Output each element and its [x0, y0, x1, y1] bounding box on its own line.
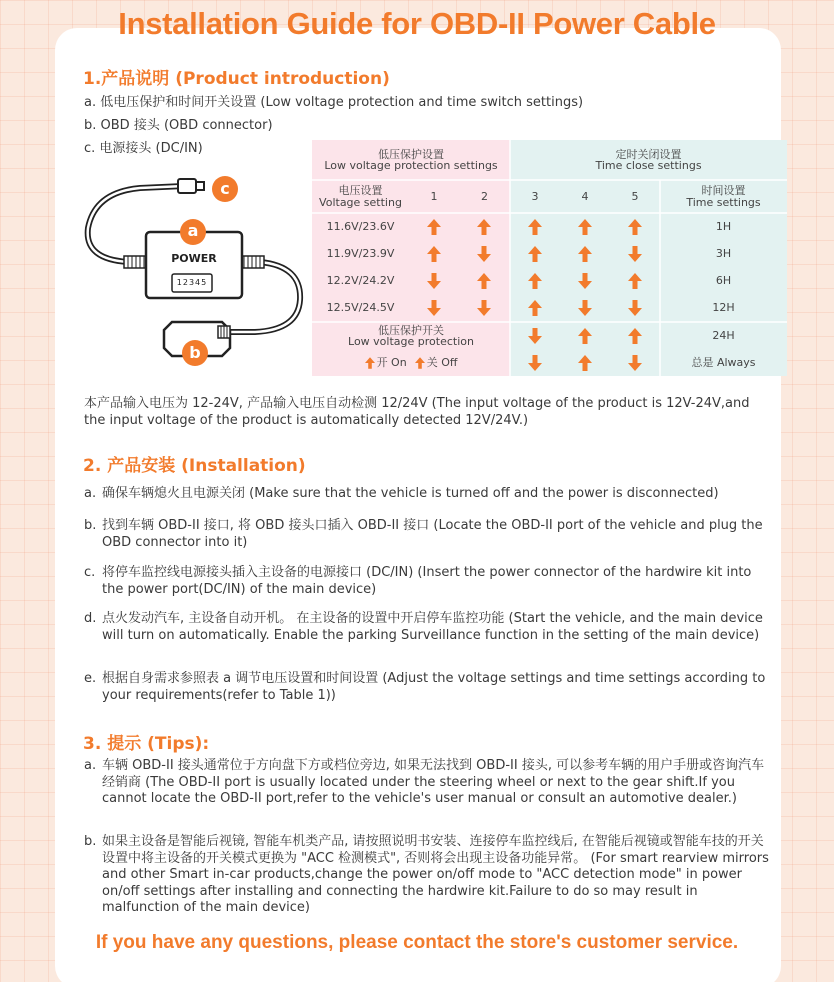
- up-arrow-icon: [578, 355, 592, 371]
- legend-off-label: 关 Off: [426, 356, 458, 370]
- lvp-label: 低压保护开关 Low voltage protection: [312, 322, 510, 350]
- install-step-d: d. 点火发动汽车, 主设备自动开机。 在主设备的设置中开启停车监控功能 (Start the vehicle, and the main device will turn on automatically. Enable the parking Surveillance function in the setting of the main device): [84, 611, 763, 643]
- up-arrow-icon: [528, 300, 542, 316]
- power-label: POWER: [171, 252, 217, 265]
- header-switch-1: 1: [409, 180, 459, 213]
- header-switch-3: 3: [510, 180, 560, 213]
- header-time-group: 定时关闭设置 Time close settings: [510, 140, 787, 180]
- section3-heading: 3. 提示 (Tips):: [83, 734, 210, 754]
- up-arrow-icon: [578, 328, 592, 344]
- page-title: Installation Guide for OBD-II Power Cable: [118, 6, 716, 41]
- up-arrow-icon: [628, 219, 642, 235]
- tip-b: b. 如果主设备是智能后视镜, 智能车机类产品, 请按照说明书安装、连接停车监控线后, 在智能后视镜或智能车技的开关设置中将主设备的开关模式更换为 "ACC 检测模式", 否则将会出现主设备功能异常。 (For smart rearview mirrors and other Smart in-car products,change the power on/off mode to "ACC detection mode" in power on/off settings after installing and connecting the hardwire kit.Failure to do so may result in malfunction of the main device): [84, 834, 769, 915]
- input-voltage-note: 本产品输入电压为 12-24V, 产品输入电压自动检测 12/24V (The input voltage of the product is 12V-24V,and the input voltage of the product is automatically detected 12V/24V.): [84, 396, 750, 428]
- voltage-cell-3: 12.2V/24.2V: [312, 267, 409, 294]
- cable-diagram: [80, 170, 310, 370]
- down-arrow-icon: [528, 328, 542, 344]
- tip-a: a. 车辆 OBD-II 接头通常位于方向盘下方或档位旁边, 如果无法找到 OBD-II 接头, 可以参考车辆的用户手册或咨询汽车经销商 (The OBD-II port is usually located under the steering wheel or next to the gear shift.If you cannot locate the OBD-II port,refer to the vehicle's user manual or consult an automotive dealer.): [84, 758, 765, 806]
- section1-heading: 1.产品说明 (Product introduction): [83, 69, 390, 89]
- up-arrow-icon: [427, 246, 441, 262]
- voltage-cell-4: 12.5V/24.5V: [312, 294, 409, 322]
- install-step-e: e. 根据自身需求参照表 a 调节电压设置和时间设置 (Adjust the voltage settings and time settings according to your requirements(refer to Table 1)): [84, 671, 766, 703]
- time-cell-24h: 24H: [660, 322, 787, 350]
- badge-b: b: [182, 340, 208, 366]
- down-arrow-icon: [427, 273, 441, 289]
- time-cell-1: 1H: [660, 213, 787, 240]
- install-step-b: b. 找到车辆 OBD-II 接口, 将 OBD 接头口插入 OBD-II 接口 (Locate the OBD-II port of the vehicle and plug the OBD connector into it): [84, 518, 763, 550]
- section1-item-c: c. 电源接头 (DC/IN): [84, 141, 203, 156]
- down-arrow-icon: [628, 246, 642, 262]
- time-cell-3: 6H: [660, 267, 787, 294]
- voltage-cell-2: 11.9V/23.9V: [312, 240, 409, 267]
- time-cell-4: 12H: [660, 294, 787, 322]
- down-arrow-icon: [578, 273, 592, 289]
- header-time-setting: 时间设置 Time settings: [660, 180, 787, 213]
- up-arrow-icon: [528, 219, 542, 235]
- contact-footer: If you have any questions, please contact the store's customer service.: [95, 932, 739, 953]
- install-step-c: c. 将停车监控线电源接头插入主设备的电源接口 (DC/IN) (Insert the power connector of the hardwire kit into the power port(DC/IN) of the main device): [84, 565, 752, 597]
- time-cell-always: 总是 Always: [660, 350, 787, 376]
- header-switch-4: 4: [560, 180, 610, 213]
- down-arrow-icon: [427, 300, 441, 316]
- badge-c: c: [212, 176, 238, 202]
- down-arrow-icon: [628, 355, 642, 371]
- up-arrow-icon: [628, 328, 642, 344]
- down-arrow-icon: [477, 300, 491, 316]
- header-low-voltage-group: 低压保护设置 Low voltage protection settings: [312, 140, 510, 180]
- up-arrow-icon: [477, 219, 491, 235]
- section1-item-b: b. OBD 接头 (OBD connector): [84, 118, 273, 133]
- up-arrow-icon: [578, 219, 592, 235]
- settings-table: [312, 140, 787, 376]
- down-arrow-icon: [477, 246, 491, 262]
- header-switch-5: 5: [610, 180, 660, 213]
- up-arrow-icon: [427, 219, 441, 235]
- section1-item-a: a. 低电压保护和时间开关设置 (Low voltage protection and time switch settings): [84, 95, 584, 110]
- voltage-cell-1: 11.6V/23.6V: [312, 213, 409, 240]
- down-arrow-icon: [628, 300, 642, 316]
- legend-on-label: 开 On: [376, 356, 407, 370]
- badge-a: a: [180, 219, 206, 245]
- down-arrow-icon: [578, 300, 592, 316]
- section2-heading: 2. 产品安装 (Installation): [83, 456, 306, 476]
- header-switch-2: 2: [459, 180, 510, 213]
- install-step-a: a. 确保车辆熄火且电源关闭 (Make sure that the vehicle is turned off and the power is disconnected): [84, 486, 719, 501]
- time-cell-2: 3H: [660, 240, 787, 267]
- down-arrow-icon: [528, 355, 542, 371]
- up-arrow-icon: [528, 246, 542, 262]
- up-arrow-icon: [528, 273, 542, 289]
- up-arrow-icon: [477, 273, 491, 289]
- up-arrow-icon: [628, 273, 642, 289]
- header-voltage-setting: 电压设置 Voltage setting: [312, 180, 409, 213]
- switch-numbers: 12345: [176, 278, 208, 287]
- up-arrow-icon: [578, 246, 592, 262]
